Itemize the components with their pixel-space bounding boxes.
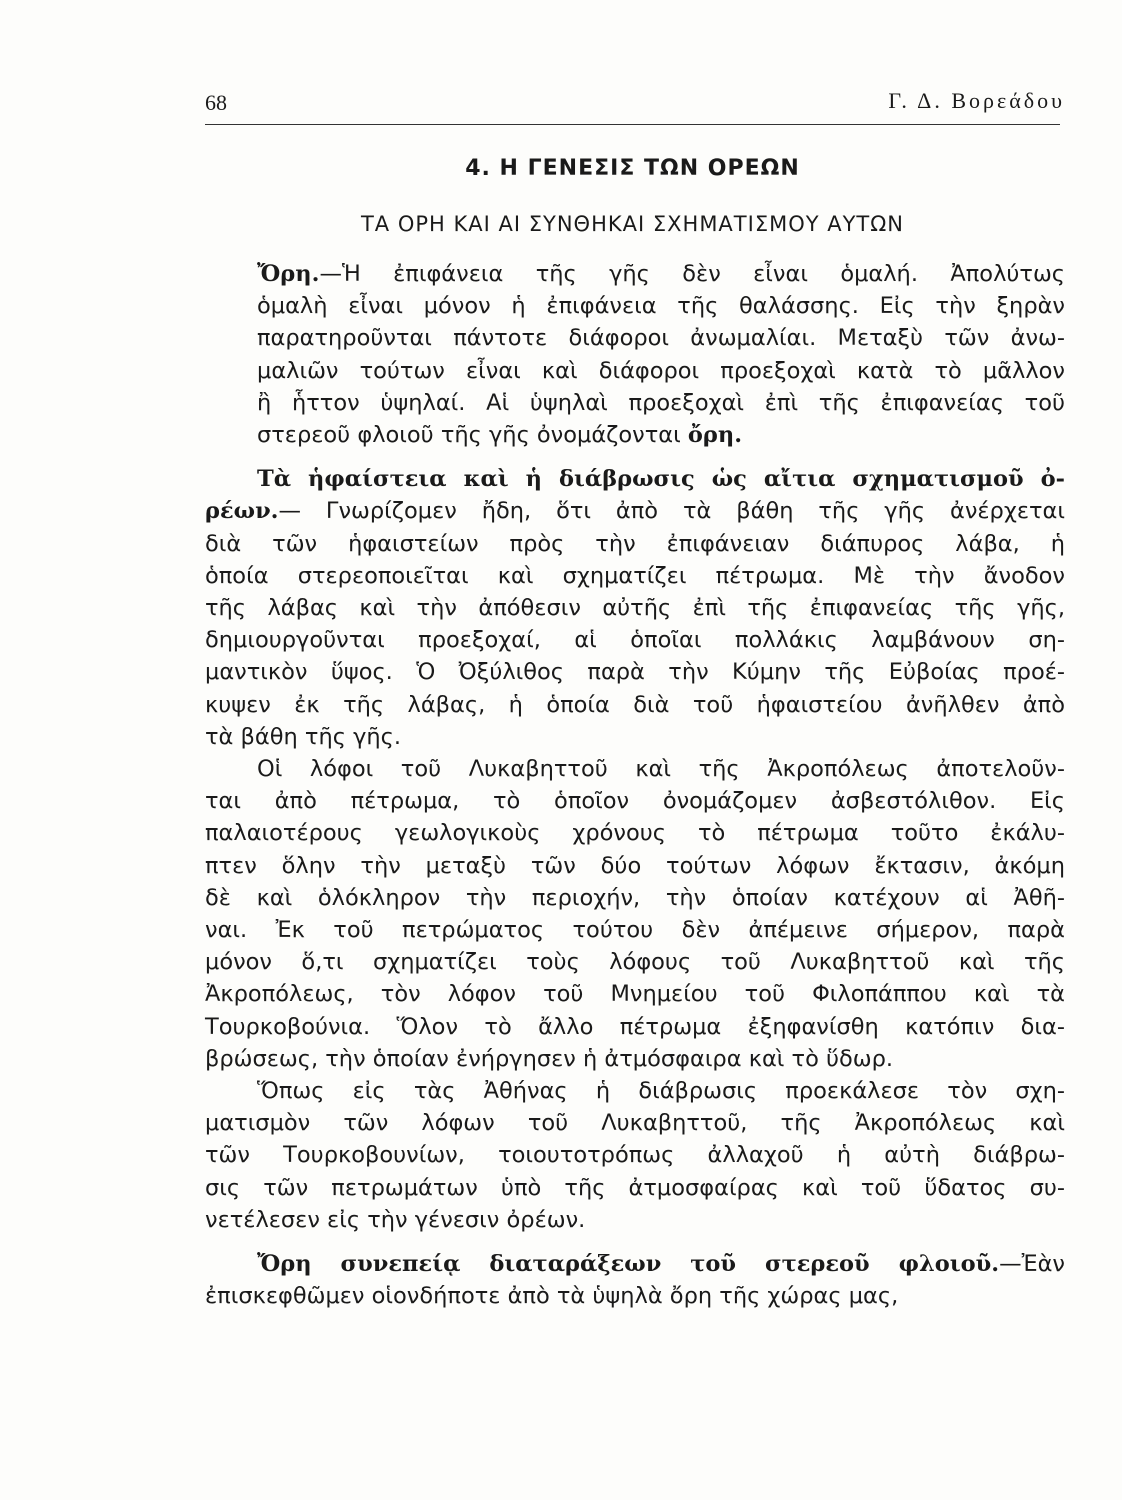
page-header	[205, 86, 1065, 120]
paragraph-heading: Ὄρη.	[257, 261, 320, 287]
text-line: παρατηροῦνται πάντοτε διάφοροι ἀνωμαλίαι. Μεταξὺ τῶν ἀνω-	[257, 325, 1065, 352]
text-line: ματισμὸν τῶν λόφων τοῦ Λυκαβηττοῦ, τῆς Ἀκροπόλεως καὶ	[205, 1110, 1065, 1137]
text-line: παλαιοτέρους γεωλογικοὺς χρόνους τὸ πέτρωμα τοῦτο ἐκάλυ-	[205, 820, 1065, 847]
paragraph-hills	[205, 753, 1065, 1075]
text-line: Οἱ λόφοι τοῦ Λυκαβηττοῦ καὶ τῆς Ἀκροπόλεως ἀποτελοῦν-	[257, 756, 1065, 783]
section-subtitle: ΤΑ ΟΡΗ ΚΑΙ ΑΙ ΣΥΝΘΗΚΑΙ ΣΧΗΜΑΤΙΣΜΟΥ ΑΥΤΩΝ	[360, 212, 905, 236]
paragraph-volcanoes	[205, 463, 1065, 753]
text-line: ναι. Ἐκ τοῦ πετρώματος τούτου δὲν ἀπέμεινε σήμερον, παρὰ	[205, 917, 1065, 944]
text-line: μόνον ὅ,τι σχηματίζει τοὺς λόφους τοῦ Λυκαβηττοῦ καὶ τῆς	[205, 949, 1065, 976]
text-line: διὰ τῶν ἡφαιστείων πρὸς τὴν ἐπιφάνειαν διάπυρος λάβα, ἡ	[205, 530, 1065, 557]
text-line: κυψεν ἐκ τῆς λάβας, ἡ ὁποία διὰ τοῦ ἡφαιστείου ἀνῆλθεν ἀπὸ	[205, 691, 1065, 718]
text-line: ἢ ἧττον ὑψηλαί. Αἱ ὑψηλαὶ προεξοχαὶ ἐπὶ τῆς ἐπιφανείας τοῦ	[257, 389, 1065, 416]
text-line: ται ἀπὸ πέτρωμα, τὸ ὁποῖον ὀνομάζομεν ἀσβεστόλιθον. Εἰς	[205, 788, 1065, 815]
text-line: δὲ καὶ ὁλόκληρον τὴν περιοχήν, τὴν ὁποίαν κατέχουν αἱ Ἀθῆ-	[205, 884, 1065, 911]
paragraph-heading-cont: ρέων.	[205, 498, 279, 525]
text-line: βρώσεως, τὴν ὁποίαν ἐνήργησεν ἡ ἀτμόσφαιρα καὶ τὸ ὕδωρ.	[205, 1045, 894, 1072]
paragraph-erosion	[205, 1075, 1065, 1236]
body-text	[205, 258, 1065, 1313]
paragraph-heading: Τὰ ἡφαίστεια καὶ ἡ διάβρωσις ὡς αἴτια σχηματισμοῦ ὀ-	[257, 466, 1065, 493]
text-line: μαλιῶν τούτων εἶναι καὶ διάφοροι προεξοχαὶ κατὰ τὸ μᾶλλον	[257, 357, 1065, 384]
header-rule	[205, 124, 1060, 125]
text-line: πτεν ὅλην τὴν μεταξὺ τῶν δύο τούτων λόφων ἔκτασιν, ἀκόμη	[205, 852, 1065, 879]
text-line: ὁποία στερεοποιεῖται καὶ σχηματίζει πέτρωμα. Μὲ τὴν ἄνοδον	[205, 562, 1065, 589]
text-line: ἐπισκεφθῶμεν οἱονδήποτε ἀπὸ τὰ ὑψηλὰ ὄρη τῆς χώρας μας,	[205, 1283, 899, 1310]
text-line: Ὅπως εἰς τὰς Ἀθήνας ἡ διάβρωσις προεκάλεσε τὸν σχη-	[257, 1078, 1065, 1105]
page-number: 68	[205, 90, 227, 115]
text-line: Ἀκροπόλεως, τὸν λόφον τοῦ Μνημείου τοῦ Φιλοπάππου καὶ τὰ	[205, 981, 1065, 1008]
text-line: Ὄρη.—Ἡ ἐπιφάνεια τῆς γῆς δὲν εἶναι ὁμαλή. Ἀπολύτως	[257, 261, 1065, 287]
text-line: ρέων.— Γνωρίζομεν ἤδη, ὅτι ἀπὸ τὰ βάθη τῆς γῆς ἀνέρχεται	[205, 498, 1065, 525]
term-ori: ὄρη.	[687, 422, 743, 449]
text-line: ὁμαλὴ εἶναι μόνον ἡ ἐπιφάνεια τῆς θαλάσσης. Εἰς τὴν ξηρὰν	[257, 293, 1065, 320]
text-line: στερεοῦ φλοιοῦ τῆς γῆς ὀνομάζονται ὄρη.	[257, 422, 743, 449]
text-line: τῆς λάβας καὶ τὴν ἀπόθεσιν αὐτῆς ἐπὶ τῆς ἐπιφανείας τῆς γῆς,	[205, 595, 1065, 622]
chapter-title: 4. Η ΓΕΝΕΣΙΣ ΤΩΝ ΟΡΕΩΝ	[465, 156, 800, 181]
text-line	[205, 463, 1065, 495]
text-line: τῶν Τουρκοβουνίων, τοιουτοτρόπως ἀλλαχοῦ ἡ αὐτὴ διάβρω-	[205, 1142, 1065, 1169]
paragraph-crust-disturbance	[205, 1248, 1065, 1312]
text-line: σις τῶν πετρωμάτων ὑπὸ τῆς ἀτμοσφαίρας καὶ τοῦ ὕδατος συ-	[205, 1174, 1065, 1201]
text-line: δημιουργοῦνται προεξοχαί, αἱ ὁποῖαι πολλάκις λαμβάνουν ση-	[205, 627, 1065, 654]
paragraph-heading: Ὄρη συνεπείᾳ διαταράξεων τοῦ στερεοῦ φλοιοῦ.	[257, 1251, 1000, 1278]
text-line: μαντικὸν ὕψος. Ὁ Ὀξύλιθος παρὰ τὴν Κύμην τῆς Εὐβοίας προέ-	[205, 659, 1065, 686]
paragraph-ori	[205, 258, 1065, 451]
text-line: τὰ βάθη τῆς γῆς.	[205, 723, 401, 750]
text-line: Τουρκοβούνια. Ὅλον τὸ ἄλλο πέτρωμα ἐξηφανίσθη κατόπιν δια-	[205, 1013, 1065, 1040]
text-line: νετέλεσεν εἰς τὴν γένεσιν ὀρέων.	[205, 1206, 586, 1233]
text-line: Ὄρη συνεπείᾳ διαταράξεων τοῦ στερεοῦ φλοιοῦ.—Ἐὰν	[257, 1251, 1065, 1278]
running-head: Γ. Δ. Βορεάδου	[888, 88, 1065, 113]
